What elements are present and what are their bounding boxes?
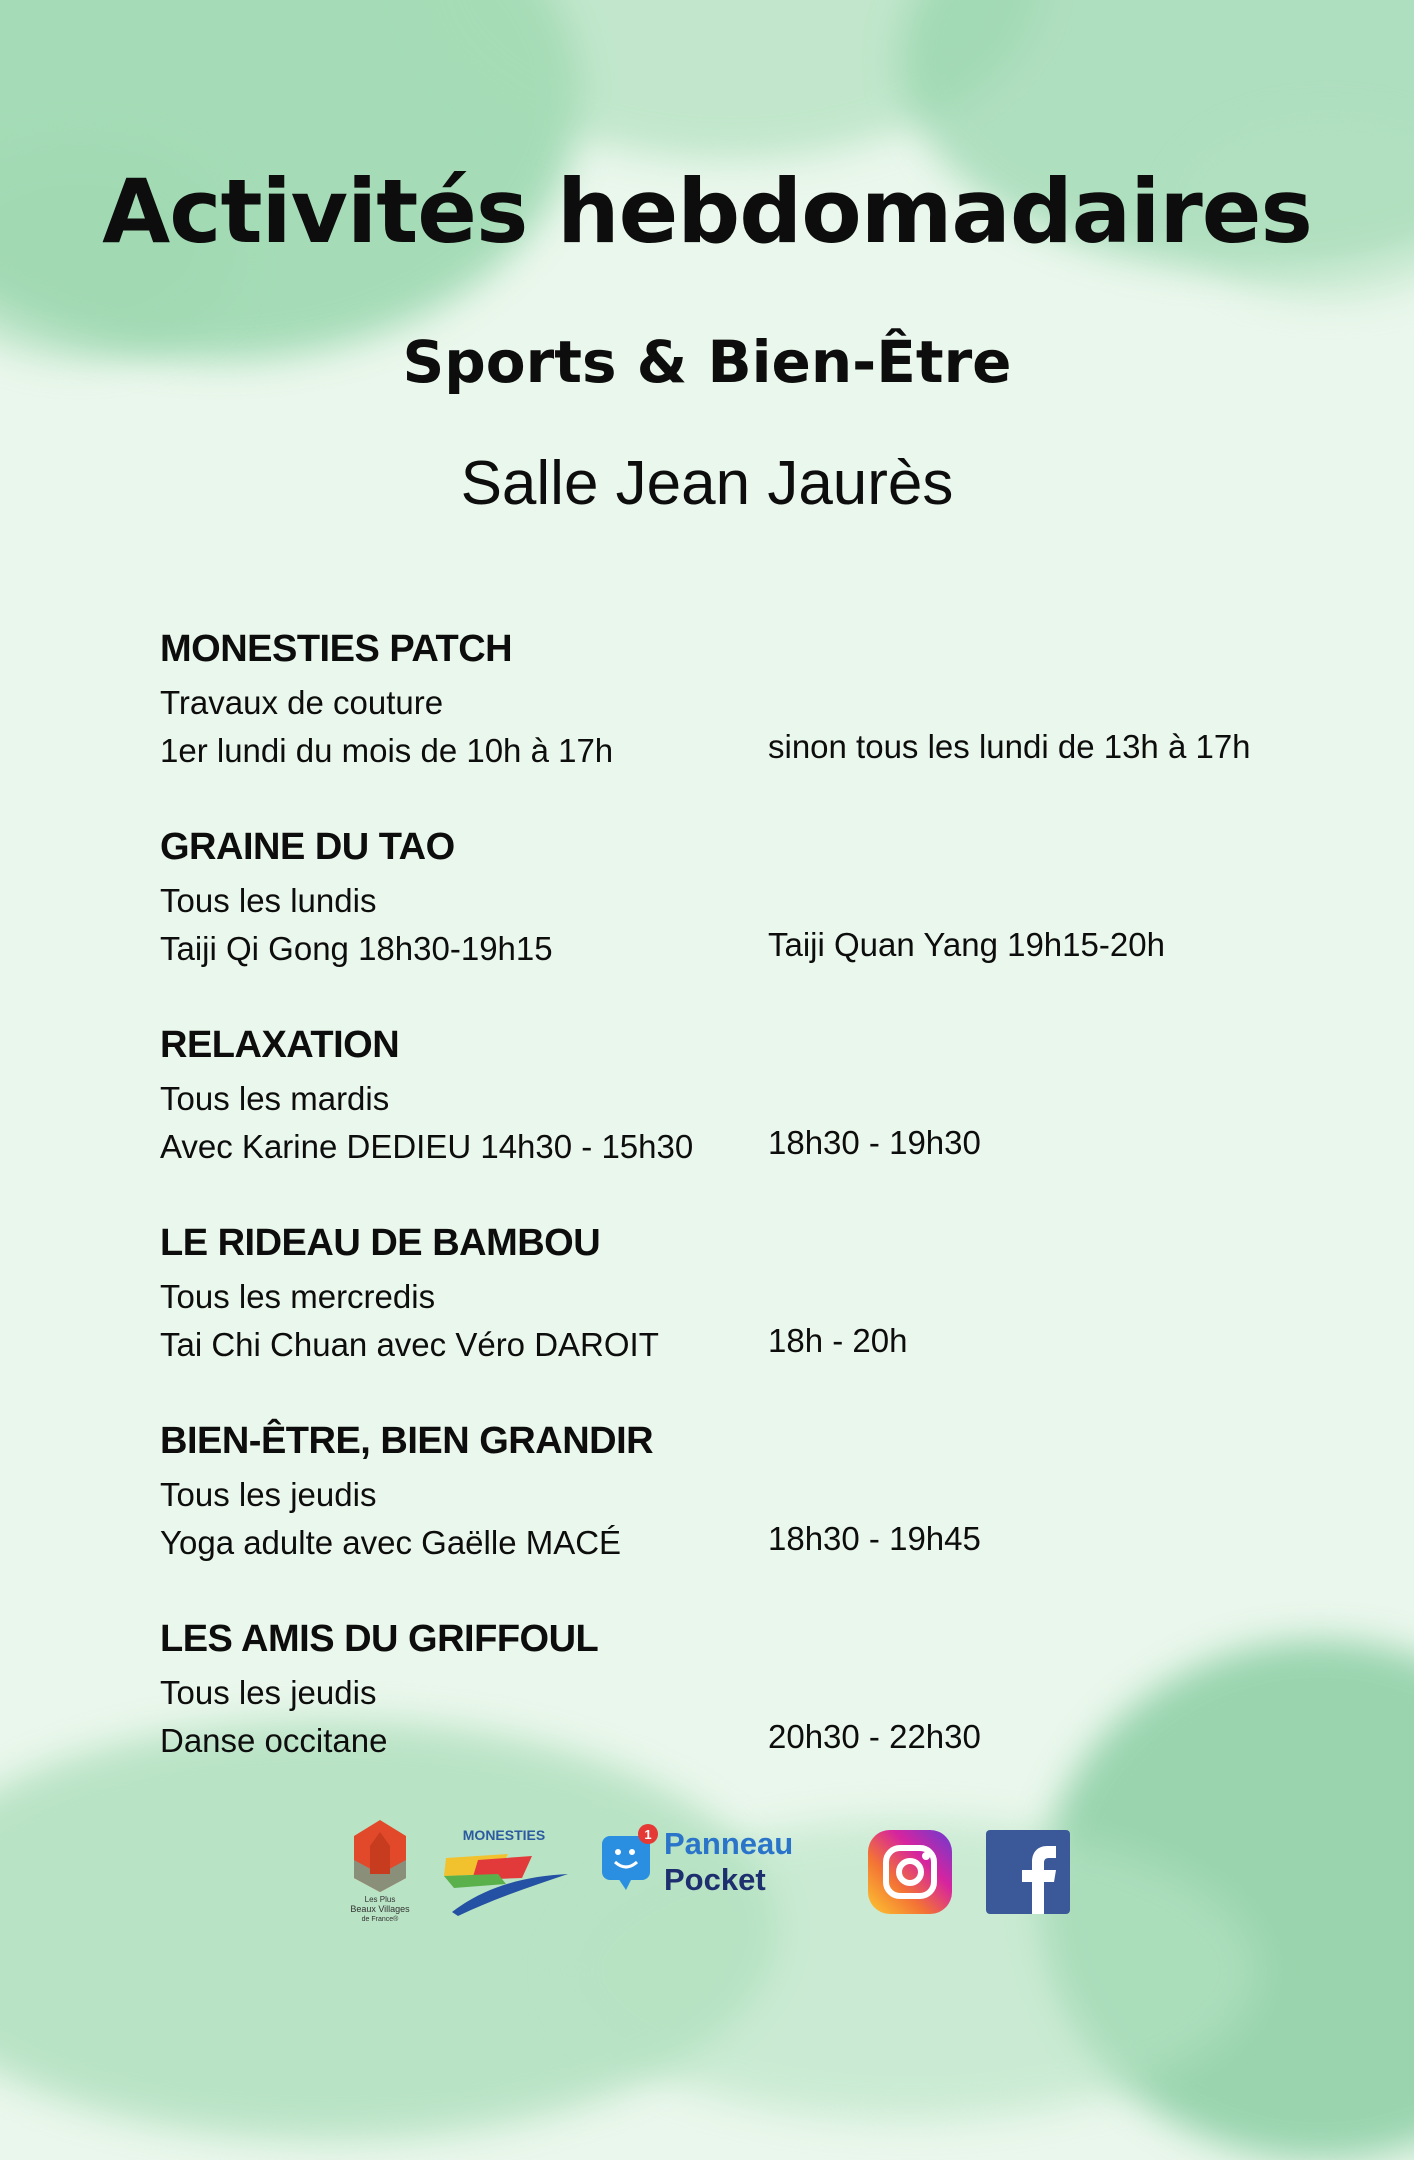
- activity-les-amis-du-griffoul: [160, 1618, 1300, 1788]
- activity-name: MONESTIES PATCH: [160, 628, 513, 670]
- page-subtitle: Sports & Bien-Être: [402, 328, 1012, 396]
- activity-name: GRAINE DU TAO: [160, 826, 455, 868]
- activity-name: LE RIDEAU DE BAMBOU: [160, 1222, 601, 1264]
- facebook-icon: [984, 1828, 1072, 1916]
- panneaupocket-line2: Pocket: [664, 1862, 766, 1897]
- activity-time: Taiji Quan Yang 19h15-20h: [768, 926, 1165, 963]
- panneaupocket-text: [664, 1826, 793, 1898]
- village-logo-text: Beaux Villages: [350, 1904, 410, 1914]
- activity-frequency: Tous les lundis: [160, 882, 377, 919]
- village-logo: [340, 1816, 420, 1926]
- activity-time: 20h30 - 22h30: [768, 1718, 981, 1755]
- activity-time: sinon tous les lundi de 13h à 17h: [768, 728, 1251, 765]
- activity-le-rideau-de-bambou: [160, 1222, 1300, 1392]
- monesties-logo-text: MONESTIES: [462, 1827, 546, 1843]
- activity-detail: Danse occitane: [160, 1722, 388, 1759]
- activity-time: 18h30 - 19h45: [768, 1520, 981, 1557]
- monesties-logo: [436, 1816, 572, 1926]
- activity-relaxation: [160, 1024, 1300, 1194]
- notification-badge: 1: [644, 1827, 652, 1842]
- monesties-icon: [436, 1816, 572, 1926]
- village-icon: [340, 1816, 420, 1926]
- activity-time: 18h - 20h: [768, 1322, 908, 1359]
- activity-bien-etre-bien-grandir: [160, 1420, 1300, 1590]
- facebook-link[interactable]: [984, 1816, 1072, 1926]
- village-logo-text: de France®: [361, 1916, 399, 1923]
- panneaupocket-line1: Panneau: [664, 1826, 794, 1861]
- activity-name: BIEN-ÊTRE, BIEN GRANDIR: [160, 1420, 654, 1462]
- activity-detail: 1er lundi du mois de 10h à 17h: [160, 732, 614, 769]
- activity-name: LES AMIS DU GRIFFOUL: [160, 1618, 599, 1660]
- activity-detail: Avec Karine DEDIEU 14h30 - 15h30: [160, 1128, 694, 1165]
- activity-monesties-patch: [160, 628, 1300, 798]
- activity-name: RELAXATION: [160, 1024, 400, 1066]
- panneaupocket-logo: [598, 1816, 842, 1926]
- activity-frequency: Tous les jeudis: [160, 1476, 377, 1513]
- activity-detail: Tai Chi Chuan avec Véro DAROIT: [160, 1326, 659, 1363]
- activity-frequency: Tous les jeudis: [160, 1674, 377, 1711]
- activity-frequency: Tous les mercredis: [160, 1278, 436, 1315]
- activity-detail: Taiji Qi Gong 18h30-19h15: [160, 930, 553, 967]
- activity-graine-du-tao: [160, 826, 1300, 996]
- venue-name: Salle Jean Jaurès: [460, 449, 954, 518]
- page-title: Activités hebdomadaires: [102, 160, 1312, 263]
- panneaupocket-icon: [598, 1822, 658, 1912]
- activity-time: 18h30 - 19h30: [768, 1124, 981, 1161]
- activity-detail: Yoga adulte avec Gaëlle MACÉ: [160, 1524, 622, 1561]
- activity-frequency: Tous les mardis: [160, 1080, 390, 1117]
- instagram-icon: [866, 1828, 954, 1916]
- instagram-link[interactable]: [866, 1816, 954, 1926]
- village-logo-text: Les Plus: [364, 1895, 396, 1904]
- activity-frequency: Travaux de couture: [160, 684, 444, 721]
